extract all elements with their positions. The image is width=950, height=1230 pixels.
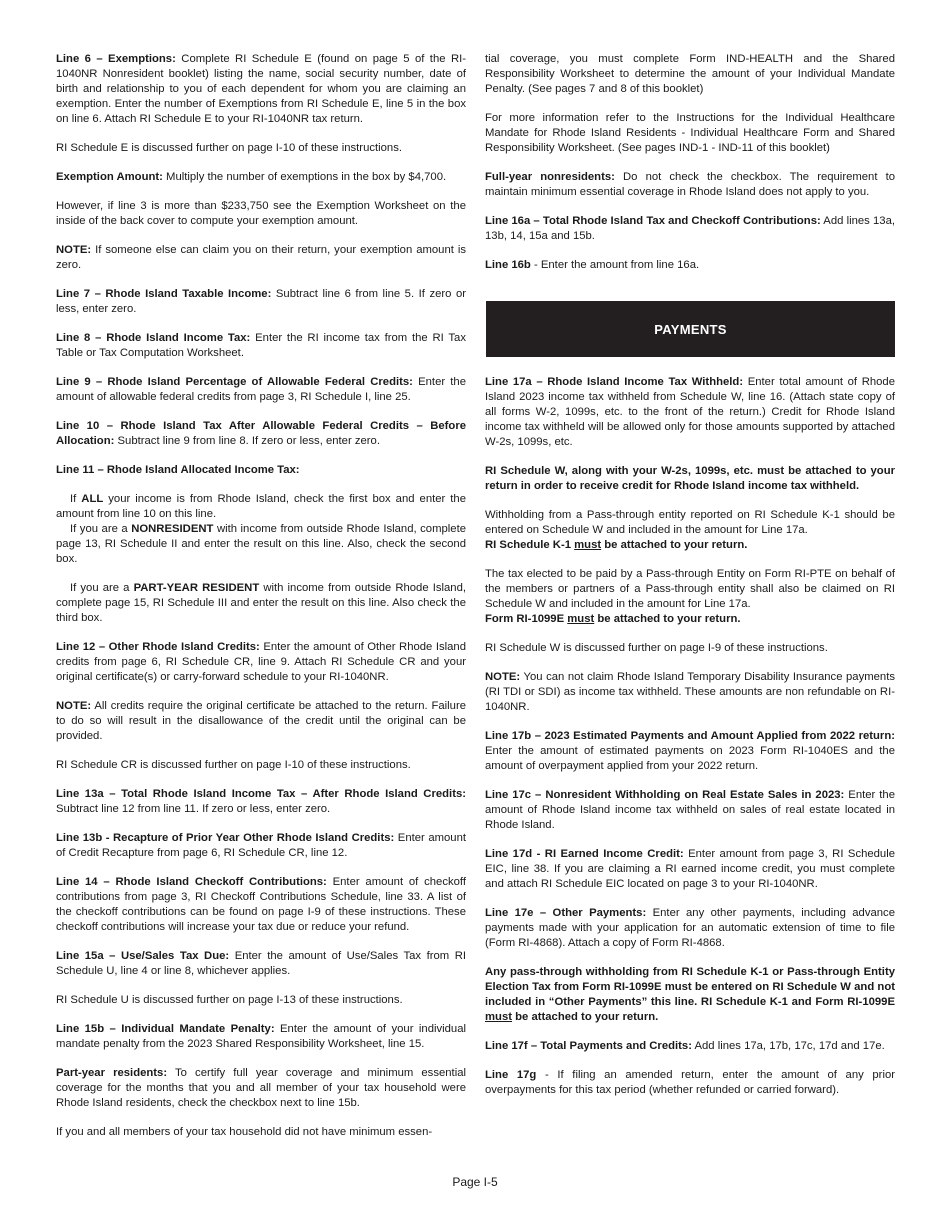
line-16a-paragraph: Line 16a – Total Rhode Island Tax and Checkoff Contributions: Add lines 13a, 13b, 14, 15a and 15b. (485, 215, 895, 242)
left-column (56, 52, 466, 1154)
line-11-part-year: If you are a PART-YEAR RESIDENT with income from outside Rhode Island, complete page 15, RI Schedule III and enter the result on this line. Also check the third box. (56, 582, 467, 624)
pass-through-notice: Any pass-through withholding from RI Schedule K-1 or Pass-through Entity Election Tax from Form RI-1099E must be entered on RI Schedule W and not included in “Other Payments” this line. RI Schedule K-1 and Form RI-1099E must be attached to your return. (485, 966, 895, 1023)
line-15a-paragraph: Line 15a – Use/Sales Tax Due: Enter the amount of Use/Sales Tax from RI Schedule U, line 4 or line 8, whichever applies. (56, 950, 466, 977)
line-10-paragraph: Line 10 – Rhode Island Tax After Allowable Federal Credits – Before Allocation: Subtract line 9 from line 8. If zero or less, enter zero. (56, 420, 466, 447)
line-8-paragraph: Line 8 – Rhode Island Income Tax: Enter the RI income tax from the RI Tax Table or Tax Computation Worksheet. (56, 332, 466, 359)
schedule-w-attach-notice: RI Schedule W, along with your W-2s, 1099s, etc. must be attached to your return in order to receive credit for Rhode Island income tax withheld. (485, 465, 895, 492)
line-16b-paragraph: Line 16b - Enter the amount from line 16a. (485, 259, 700, 271)
line-17d-paragraph: Line 17d - RI Earned Income Credit: Enter amount from page 3, RI Schedule EIC, line 38. If you are claiming a RI earned income credit, you must complete and attach RI Schedule EIC located on page 3 to your RI-1040NR. (485, 848, 896, 890)
right-column (485, 52, 895, 1112)
line-9-paragraph: Line 9 – Rhode Island Percentage of Allowable Federal Credits: Enter the amount of allowable federal credits from page 3, RI Schedule I, line 25. (56, 376, 466, 403)
exemption-worksheet-paragraph: However, if line 3 is more than $233,750 see the Exemption Worksheet on the inside of the back cover to compute your exemption amount. (56, 200, 466, 227)
line-13b-paragraph: Line 13b - Recapture of Prior Year Other Rhode Island Credits: Enter amount of Credit Recapture from page 6, RI Schedule CR, line 12. (56, 832, 466, 859)
note-tdi: NOTE: You can not claim Rhode Island Temporary Disability Insurance payments (RI TDI or SDI) as income tax withheld. These amounts are non refundable on RI-1040NR. (485, 671, 895, 713)
full-year-nonresidents-paragraph: Full-year nonresidents: Do not check the checkbox. The requirement to maintain minimum essential coverage in Rhode Island does not apply to you. (485, 171, 896, 198)
note-exemption-zero: NOTE: If someone else can claim you on their return, your exemption amount is zero. (56, 244, 466, 271)
page-number: Page I-5 (452, 1175, 498, 1189)
payments-banner: PAYMENTS (486, 301, 895, 357)
line-17g-paragraph: Line 17g - If filing an amended return, enter the amount of any prior overpayments for this tax period (whether refunded or carried forward). (485, 1069, 895, 1096)
note-credits-certificate: NOTE: All credits require the original certificate be attached to the return. Failure to do so will result in the disallowance of the credit until the original can be provided. (56, 700, 466, 742)
line-13a-paragraph: Line 13a – Total Rhode Island Income Tax – After Rhode Island Credits: Subtract line 12 from line 11. If zero or less, enter zero. (56, 788, 466, 815)
schedule-cr-note: RI Schedule CR is discussed further on page I-10 of these instructions. (56, 759, 411, 771)
line-17b-paragraph: Line 17b – 2023 Estimated Payments and Amount Applied from 2022 return: Enter the amount of estimated payments on 2023 Form RI-1040ES and the amount of overpayment applied from your 2022 return. (485, 730, 895, 772)
line-17a-paragraph: Line 17a – Rhode Island Income Tax Withheld: Enter total amount of Rhode Island 2023 income tax withheld from Schedule W, line 16. (Attach state copy of all forms W-2, 1099s, etc. to the front of the return.) Credit for Rhode Island income tax withheld will be allowed only for those amounts supported by attached W-2s, 1099s, etc. (485, 376, 895, 448)
line-11-all-income: If ALL your income is from Rhode Island, check the first box and enter the amount from line 10 on this line. (56, 493, 467, 520)
minimum-coverage-paragraph: If you and all members of your tax household did not have minimum essen- (56, 1126, 433, 1138)
line-17f-paragraph: Line 17f – Total Payments and Credits: Add lines 17a, 17b, 17c, 17d and 17e. (485, 1040, 885, 1052)
line-12-paragraph: Line 12 – Other Rhode Island Credits: Enter the amount of Other Rhode Island credits from page 6, RI Schedule CR, line 9. Attach RI Schedule CR and your original certificate(s) or carry-forward schedule to your RI-1040NR. (56, 641, 466, 683)
exemption-amount-paragraph: Exemption Amount: Multiply the number of exemptions in the box by $4,700. (56, 171, 447, 183)
line-11-heading: Line 11 – Rhode Island Allocated Income Tax: (56, 464, 300, 476)
line-15b-paragraph: Line 15b – Individual Mandate Penalty: Enter the amount of your individual mandate penalty from the 2023 Shared Responsibility Worksheet, line 15. (56, 1023, 466, 1050)
more-information-paragraph: For more information refer to the Instructions for the Individual Healthcare Mandate for Rhode Island Residents - Individual Healthcare Form and Shared Responsibility Worksheet. (See pages IND-1 - IND-11 of this booklet) (485, 112, 895, 154)
schedule-w-note: RI Schedule W is discussed further on page I-9 of these instructions. (485, 642, 828, 654)
part-year-residents-paragraph: Part-year residents: To certify full year coverage and minimum essential coverage for the months that you and all member of your tax household were Rhode Island residents, check the checkbox next to line 15b. (56, 1067, 466, 1109)
schedule-e-note: RI Schedule E is discussed further on page I-10 of these instructions. (56, 142, 403, 154)
line-17c-paragraph: Line 17c – Nonresident Withholding on Real Estate Sales in 2023: Enter the amount of Rhode Island income tax withheld on sales of real estate located in Rhode Island. (485, 789, 895, 831)
k1-withholding-paragraph: Withholding from a Pass-through entity reported on RI Schedule K-1 should be entered on Schedule W and included in the amount for Line 17a. RI Schedule K-1 must be attached to your return. (485, 509, 895, 551)
line-11-nonresident: If you are a NONRESIDENT with income from outside Rhode Island, complete page 13, RI Schedule II and enter the result on this line. Also, check the second box. (56, 523, 466, 565)
line-6-paragraph: Line 6 – Exemptions: Complete RI Schedule E (found on page 5 of the RI-1040NR Nonresident booklet) listing the name, social security number, date of birth and relationship to you of each dependent for whom you are claiming an exemption. Enter the number of Exemptions from RI Schedule E, line 5 in the box on line 6. Attach RI Schedule E to your RI-1040NR tax return. (56, 53, 466, 125)
line-7-paragraph: Line 7 – Rhode Island Taxable Income: Subtract line 6 from line 5. If zero or less, enter zero. (56, 288, 467, 315)
pte-paragraph: The tax elected to be paid by a Pass-through Entity on Form RI-PTE on behalf of the members or partners of a Pass-through entity shall also be claimed on RI Schedule W and included in the amount for Line 17a. Form RI-1099E must be attached to your return. (485, 568, 895, 625)
schedule-u-note: RI Schedule U is discussed further on page I-13 of these instructions. (56, 994, 403, 1006)
line-14-paragraph: Line 14 – Rhode Island Checkoff Contributions: Enter amount of checkoff contributions from page 3, RI Checkoff Contributions Schedule, line 33. A list of the checkoff contributions can be found on page I-9 of these instructions. These checkoff contributions will increase your tax due or reduce your refund. (56, 876, 466, 933)
line-17e-paragraph: Line 17e – Other Payments: Enter any other payments, including advance payments made with your application for an automatic extension of time to file (Form RI-4868). Attach a copy of Form RI-4868. (485, 907, 895, 949)
minimum-coverage-continued: tial coverage, you must complete Form IND-HEALTH and the Shared Responsibility Worksheet to determine the amount of your Individual Mandate Penalty. (See pages 7 and 8 of this booklet) (485, 53, 895, 95)
